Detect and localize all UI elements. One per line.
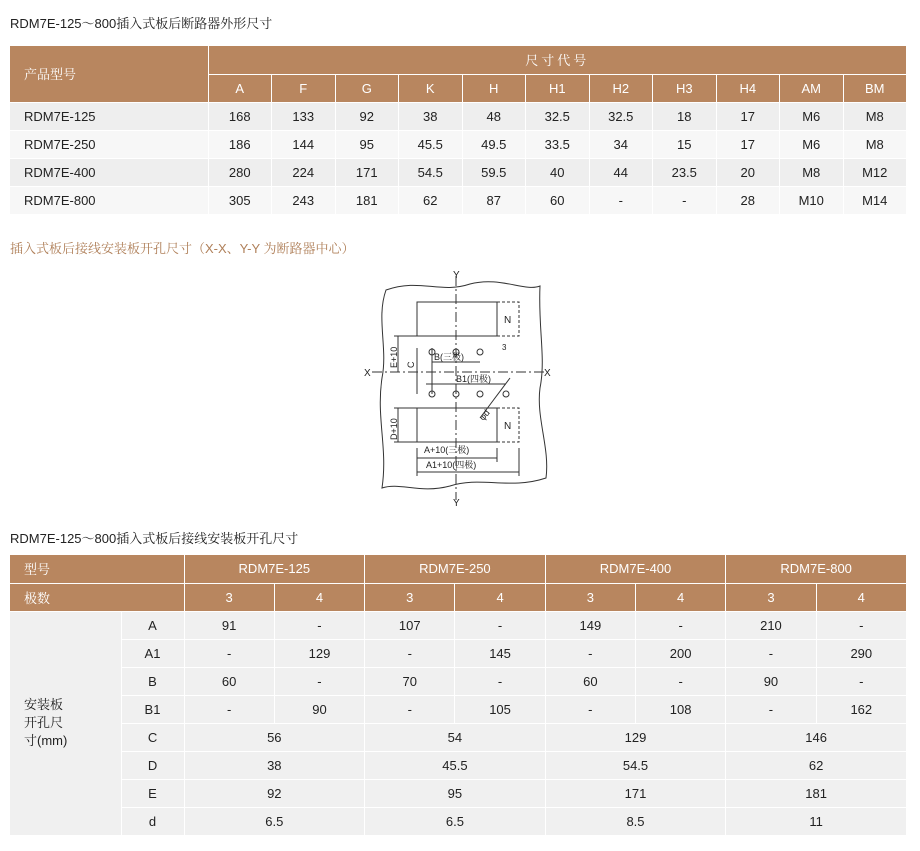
table-row	[10, 186, 907, 214]
y-top-label: Y	[453, 270, 460, 281]
value-cell: 62	[726, 751, 907, 779]
x-left-label: X	[364, 368, 371, 379]
dim-column-header: H2	[589, 74, 653, 102]
value-cell: 224	[272, 158, 336, 186]
value-cell: -	[274, 611, 364, 639]
value-cell: -	[726, 639, 816, 667]
value-cell: -	[653, 186, 717, 214]
value-cell: 129	[545, 723, 726, 751]
poles-cell: 3	[726, 583, 816, 611]
value-cell: -	[816, 611, 906, 639]
b3-label: B(三极)	[434, 352, 464, 362]
value-cell: 32.5	[526, 102, 590, 130]
value-cell: 40	[526, 158, 590, 186]
a10-label: A+10(三极)	[424, 445, 470, 455]
value-cell: 33.5	[526, 130, 590, 158]
mounting-hole-table	[10, 555, 907, 836]
model-header: RDM7E-400	[545, 555, 726, 583]
value-cell: -	[274, 667, 364, 695]
n-top-label: N	[504, 315, 512, 326]
value-cell: 60	[526, 186, 590, 214]
value-cell: -	[455, 611, 545, 639]
value-cell: 48	[462, 102, 526, 130]
value-cell: 18	[653, 102, 717, 130]
value-cell: M14	[843, 186, 907, 214]
value-cell: 90	[274, 695, 364, 723]
type-header: 型号	[10, 555, 184, 583]
poles-cell: 4	[274, 583, 364, 611]
value-cell: 92	[335, 102, 399, 130]
table-row	[10, 723, 907, 751]
param-name-cell: A	[121, 611, 184, 639]
table1-title: RDM7E-125～800插入式板后断路器外形尺寸	[10, 16, 273, 31]
value-cell: 87	[462, 186, 526, 214]
poles-cell: 4	[455, 583, 545, 611]
value-cell: 105	[455, 695, 545, 723]
table-row	[10, 611, 907, 639]
x-right-label: X	[544, 368, 551, 379]
value-cell: 200	[636, 639, 726, 667]
model-header: 产品型号	[10, 46, 208, 102]
value-cell: 15	[653, 130, 717, 158]
value-cell: -	[365, 639, 455, 667]
value-cell: 38	[399, 102, 463, 130]
y-bottom-label: Y	[453, 498, 460, 508]
a110-label: A1+10(四极)	[426, 460, 477, 470]
table-row	[10, 807, 907, 835]
model-header: RDM7E-250	[365, 555, 546, 583]
value-cell: 32.5	[589, 102, 653, 130]
value-cell: 90	[726, 667, 816, 695]
value-cell: -	[455, 667, 545, 695]
value-cell: 11	[726, 807, 907, 835]
param-name-cell: C	[121, 723, 184, 751]
param-name-cell: E	[121, 779, 184, 807]
model-cell: RDM7E-250	[10, 130, 208, 158]
poles-cell: 4	[636, 583, 726, 611]
poles-cell: 3	[365, 583, 455, 611]
value-cell: 280	[208, 158, 272, 186]
c-label: C	[406, 361, 416, 368]
value-cell: 23.5	[653, 158, 717, 186]
value-cell: 181	[335, 186, 399, 214]
dim-column-header: F	[272, 74, 336, 102]
value-cell: -	[365, 695, 455, 723]
value-cell: M8	[843, 102, 907, 130]
group-label-line: 开孔尺	[24, 715, 64, 730]
poles-cell: 3	[545, 583, 635, 611]
table-row	[10, 639, 907, 667]
param-name-cell: B1	[121, 695, 184, 723]
dim-column-header: H3	[653, 74, 717, 102]
value-cell: 168	[208, 102, 272, 130]
value-cell: 62	[399, 186, 463, 214]
diagram-title: 插入式板后接线安装板开孔尺寸（X-X、Y-Y 为断路器中心）	[10, 241, 355, 256]
value-cell: -	[636, 611, 726, 639]
param-name-cell: A1	[121, 639, 184, 667]
model-cell: RDM7E-125	[10, 102, 208, 130]
value-cell: 38	[184, 751, 365, 779]
value-cell: 34	[589, 130, 653, 158]
value-cell: 95	[365, 779, 546, 807]
value-cell: 149	[545, 611, 635, 639]
d10-label: D+10	[389, 418, 399, 440]
param-name-cell: B	[121, 667, 184, 695]
value-cell: 60	[184, 667, 274, 695]
value-cell: 59.5	[462, 158, 526, 186]
value-cell: 92	[184, 779, 365, 807]
value-cell: -	[545, 695, 635, 723]
value-cell: 45.5	[399, 130, 463, 158]
dim-column-header: H4	[716, 74, 780, 102]
group-label-line: 寸(mm)	[24, 733, 68, 748]
value-cell: -	[726, 695, 816, 723]
dim-column-header: H1	[526, 74, 590, 102]
group-label-line: 安装板	[24, 697, 64, 712]
value-cell: M10	[780, 186, 844, 214]
value-cell: M6	[780, 130, 844, 158]
dim-column-header: H	[462, 74, 526, 102]
table-row	[10, 667, 907, 695]
value-cell: 129	[274, 639, 364, 667]
table-row	[10, 130, 907, 158]
model-header: RDM7E-125	[184, 555, 365, 583]
value-cell: 133	[272, 102, 336, 130]
value-cell: -	[184, 695, 274, 723]
value-cell: 20	[716, 158, 780, 186]
value-cell: 60	[545, 667, 635, 695]
value-cell: 108	[636, 695, 726, 723]
value-cell: 17	[716, 130, 780, 158]
value-cell: 171	[335, 158, 399, 186]
value-cell: 305	[208, 186, 272, 214]
value-cell: 171	[545, 779, 726, 807]
table-row	[10, 751, 907, 779]
value-cell: 146	[726, 723, 907, 751]
value-cell: 28	[716, 186, 780, 214]
value-cell: 107	[365, 611, 455, 639]
three-label: 3	[502, 343, 507, 352]
value-cell: 144	[272, 130, 336, 158]
value-cell: M6	[780, 102, 844, 130]
value-cell: 6.5	[365, 807, 546, 835]
value-cell: -	[545, 639, 635, 667]
value-cell: 17	[716, 102, 780, 130]
phid-label: φd	[477, 407, 492, 423]
value-cell: M12	[843, 158, 907, 186]
value-cell: 54	[365, 723, 546, 751]
table-row	[10, 102, 907, 130]
table2-title: RDM7E-125～800插入式板后接线安装板开孔尺寸	[10, 531, 299, 546]
value-cell: 44	[589, 158, 653, 186]
model-cell: RDM7E-400	[10, 158, 208, 186]
b14-label: B1(四极)	[456, 374, 492, 384]
param-name-cell: D	[121, 751, 184, 779]
value-cell: 54.5	[399, 158, 463, 186]
value-cell: 70	[365, 667, 455, 695]
value-cell: 243	[272, 186, 336, 214]
value-cell: -	[636, 667, 726, 695]
dim-column-header: G	[335, 74, 399, 102]
n-bottom-label: N	[504, 421, 512, 432]
model-cell: RDM7E-800	[10, 186, 208, 214]
value-cell: 49.5	[462, 130, 526, 158]
value-cell: M8	[780, 158, 844, 186]
mounting-hole-diagram	[360, 268, 560, 508]
dim-column-header: AM	[780, 74, 844, 102]
poles-cell: 4	[816, 583, 906, 611]
value-cell: 45.5	[365, 751, 546, 779]
e10-label: E+10	[389, 346, 399, 368]
outline-dimensions-table	[10, 46, 907, 215]
table-row	[10, 695, 907, 723]
dim-column-header: K	[399, 74, 463, 102]
value-cell: -	[589, 186, 653, 214]
value-cell: 186	[208, 130, 272, 158]
value-cell: 290	[816, 639, 906, 667]
value-cell: 54.5	[545, 751, 726, 779]
value-cell: 8.5	[545, 807, 726, 835]
table-row	[10, 158, 907, 186]
poles-header: 极数	[10, 583, 184, 611]
value-cell: 210	[726, 611, 816, 639]
model-header: RDM7E-800	[726, 555, 907, 583]
value-cell: 56	[184, 723, 365, 751]
param-name-cell: d	[121, 807, 184, 835]
dim-column-header: A	[208, 74, 272, 102]
value-cell: 181	[726, 779, 907, 807]
group-label	[10, 611, 121, 835]
value-cell: -	[184, 639, 274, 667]
dim-code-header: 尺寸代号	[208, 46, 907, 74]
value-cell: M8	[843, 130, 907, 158]
value-cell: 162	[816, 695, 906, 723]
value-cell: 91	[184, 611, 274, 639]
value-cell: 145	[455, 639, 545, 667]
table-row	[10, 779, 907, 807]
value-cell: 6.5	[184, 807, 365, 835]
poles-cell: 3	[184, 583, 274, 611]
dim-column-header: BM	[843, 74, 907, 102]
value-cell: 95	[335, 130, 399, 158]
value-cell: -	[816, 667, 906, 695]
